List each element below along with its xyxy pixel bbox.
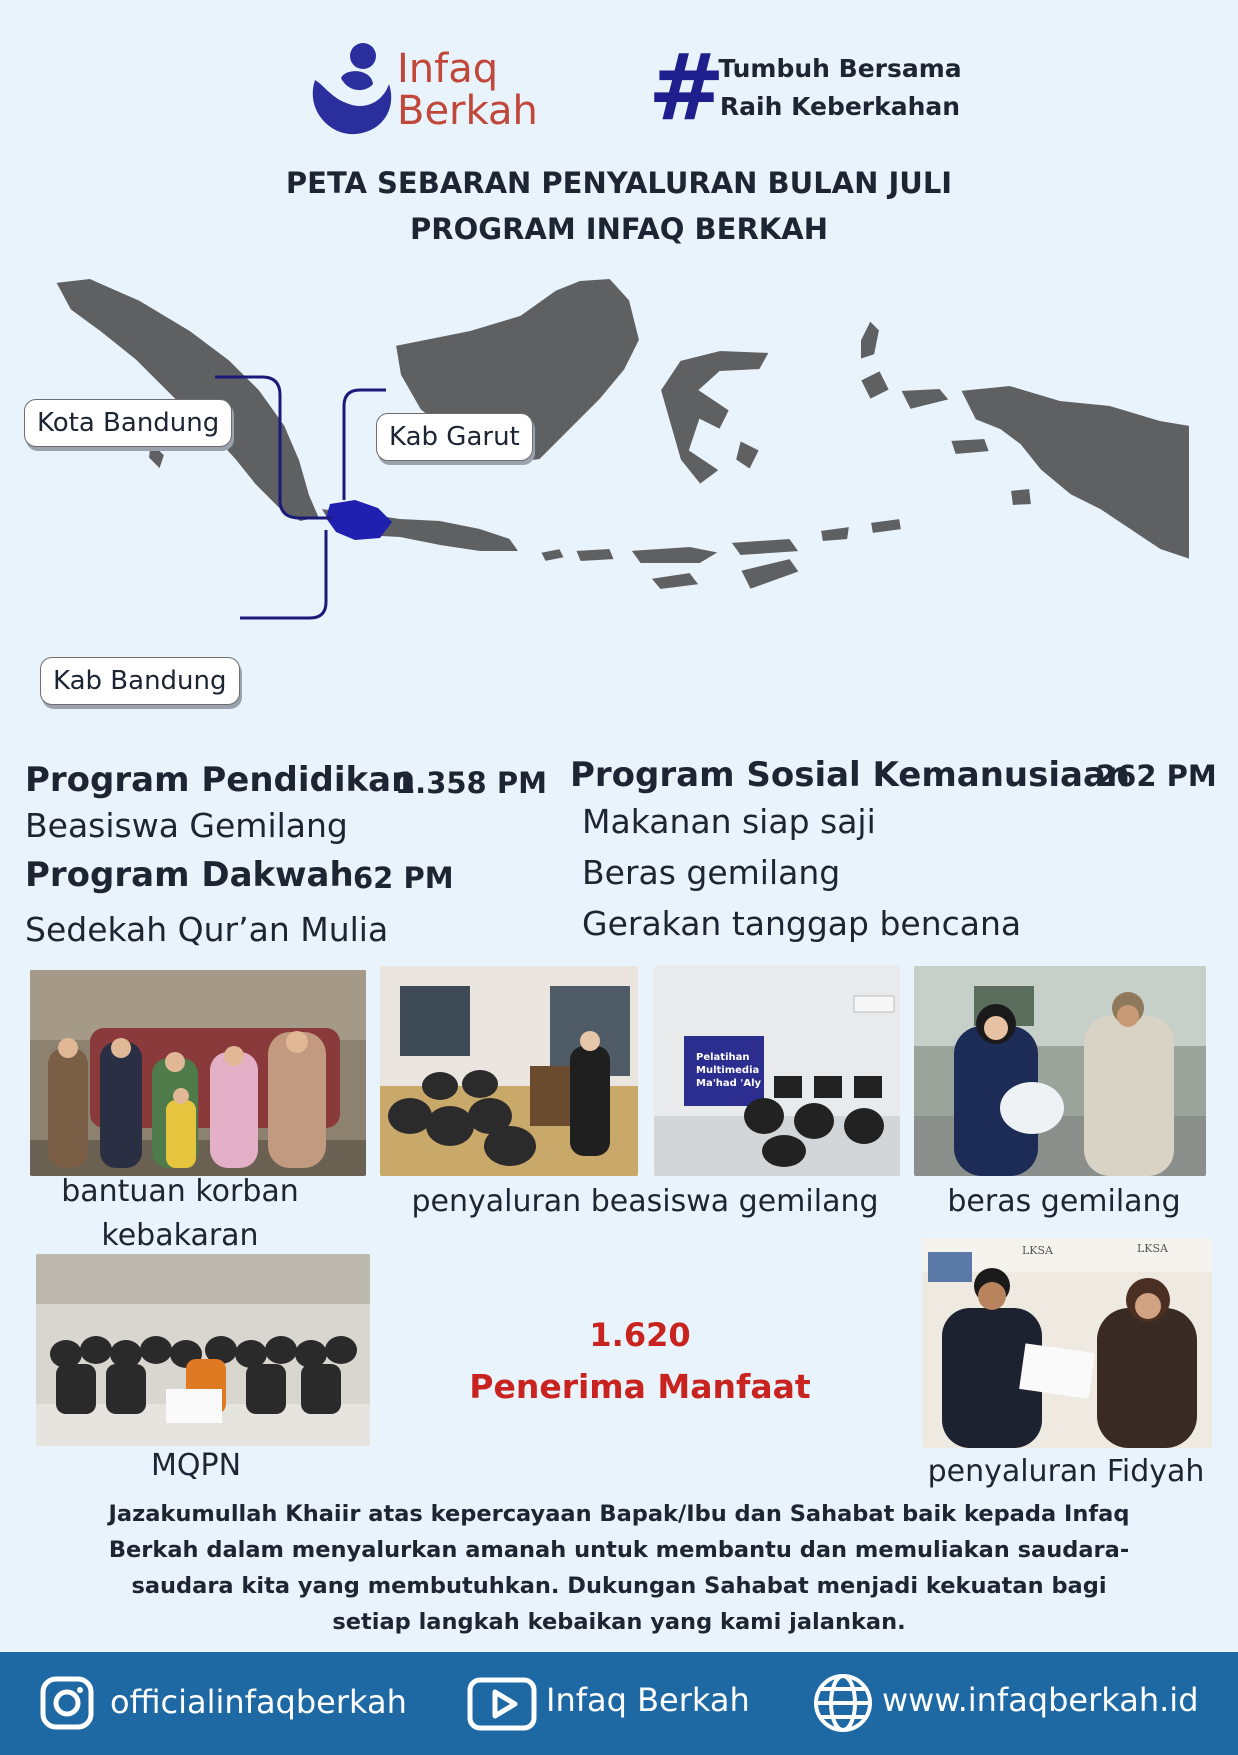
page-title (0, 160, 1238, 252)
map-label-kab-garut: Kab Garut (376, 413, 533, 461)
program-pendidikan-count: 1.358 PM (395, 766, 547, 800)
tagline-line2: Raih Keberkahan (719, 92, 961, 121)
footer-youtube-link[interactable]: Infaq Berkah (546, 1681, 750, 1719)
photo-lksa-text1: LKSA (1022, 1244, 1054, 1257)
caption-fidyah: penyaluran Fidyah (927, 1454, 1205, 1489)
photo-pelatihan-text1: Pelatihan (696, 1052, 750, 1063)
photo-bantuan-kebakaran (30, 970, 366, 1176)
beneficiaries-count: 1.620 (589, 1316, 691, 1354)
thanks-line2: Berkah dalam menyalurkan amanah untuk membantu dan memuliakan saudara- (108, 1537, 1130, 1563)
brand-logo (305, 40, 545, 140)
program-sosial-title: Program Sosial Kemanusiaan (570, 755, 1131, 795)
footer-website-link[interactable]: www.infaqberkah.id (882, 1681, 1199, 1719)
thanks-line3: saudara kita yang membutuhkan. Dukungan Sahabat menjadi kekuatan bagi (131, 1573, 1107, 1599)
globe-icon[interactable] (812, 1672, 874, 1734)
program-sosial-count: 262 PM (1096, 759, 1217, 793)
photo-lksa-text2: LKSA (1137, 1242, 1169, 1255)
program-dakwah-count: 62 PM (353, 861, 454, 895)
photo-mqpn (36, 1254, 370, 1446)
page-title-line1: PETA SEBARAN PENYALURAN BULAN JULI (285, 166, 953, 200)
instagram-icon[interactable] (38, 1674, 96, 1732)
program-pendidikan-item: Beasiswa Gemilang (25, 806, 348, 845)
program-dakwah-title: Program Dakwah (25, 855, 354, 895)
program-sosial-item-2: Beras gemilang (582, 853, 841, 892)
caption-beasiswa: penyaluran beasiswa gemilang (411, 1184, 879, 1219)
caption-beras: beras gemilang (947, 1184, 1181, 1219)
caption-bantuan-kebakaran-line2: kebakaran (101, 1218, 259, 1253)
caption-bantuan-kebakaran (30, 1170, 330, 1258)
program-pendidikan-title: Program Pendidikan (25, 760, 416, 800)
youtube-icon[interactable] (466, 1676, 538, 1732)
logo-text-line2: Berkah (397, 88, 538, 134)
tagline-line1: Tumbuh Bersama (718, 54, 962, 83)
logo-text-line1: Infaq (397, 46, 499, 92)
program-dakwah-item: Sedekah Qur’an Mulia (25, 910, 389, 949)
logo-drop-icon (305, 40, 397, 136)
photo-beasiswa-2 (654, 966, 900, 1176)
photo-beasiswa-1 (380, 966, 638, 1176)
thanks-message (0, 1496, 1238, 1640)
program-sosial-item-1: Makanan siap saji (582, 802, 876, 841)
photo-pelatihan-text3: Ma'had 'Aly (696, 1078, 762, 1089)
tagline (715, 50, 965, 126)
map-label-kab-bandung: Kab Bandung (40, 657, 240, 705)
photo-beras-gemilang (914, 966, 1206, 1176)
thanks-line1: Jazakumullah Khaiir atas kepercayaan Bapak/Ibu dan Sahabat baik kepada Infaq (108, 1501, 1130, 1527)
beneficiaries-label: Penerima Manfaat (469, 1367, 811, 1406)
photo-pelatihan-text2: Multimedia (696, 1065, 760, 1076)
thanks-line4: setiap langkah kebaikan yang kami jalankan. (332, 1609, 906, 1635)
map-highlight-westjava (326, 500, 392, 540)
caption-bantuan-kebakaran-line1: bantuan korban (61, 1174, 299, 1209)
hashtag-icon: # (648, 34, 726, 141)
footer (0, 1652, 1238, 1755)
photo-fidyah (922, 1238, 1212, 1448)
caption-mqpn: MQPN (150, 1448, 242, 1483)
map-label-kota-bandung: Kota Bandung (24, 399, 232, 447)
page-title-line2: PROGRAM INFAQ BERKAH (410, 212, 828, 246)
footer-instagram-link[interactable]: officialinfaqberkah (110, 1683, 407, 1721)
program-sosial-item-3: Gerakan tanggap bencana (582, 904, 1022, 943)
